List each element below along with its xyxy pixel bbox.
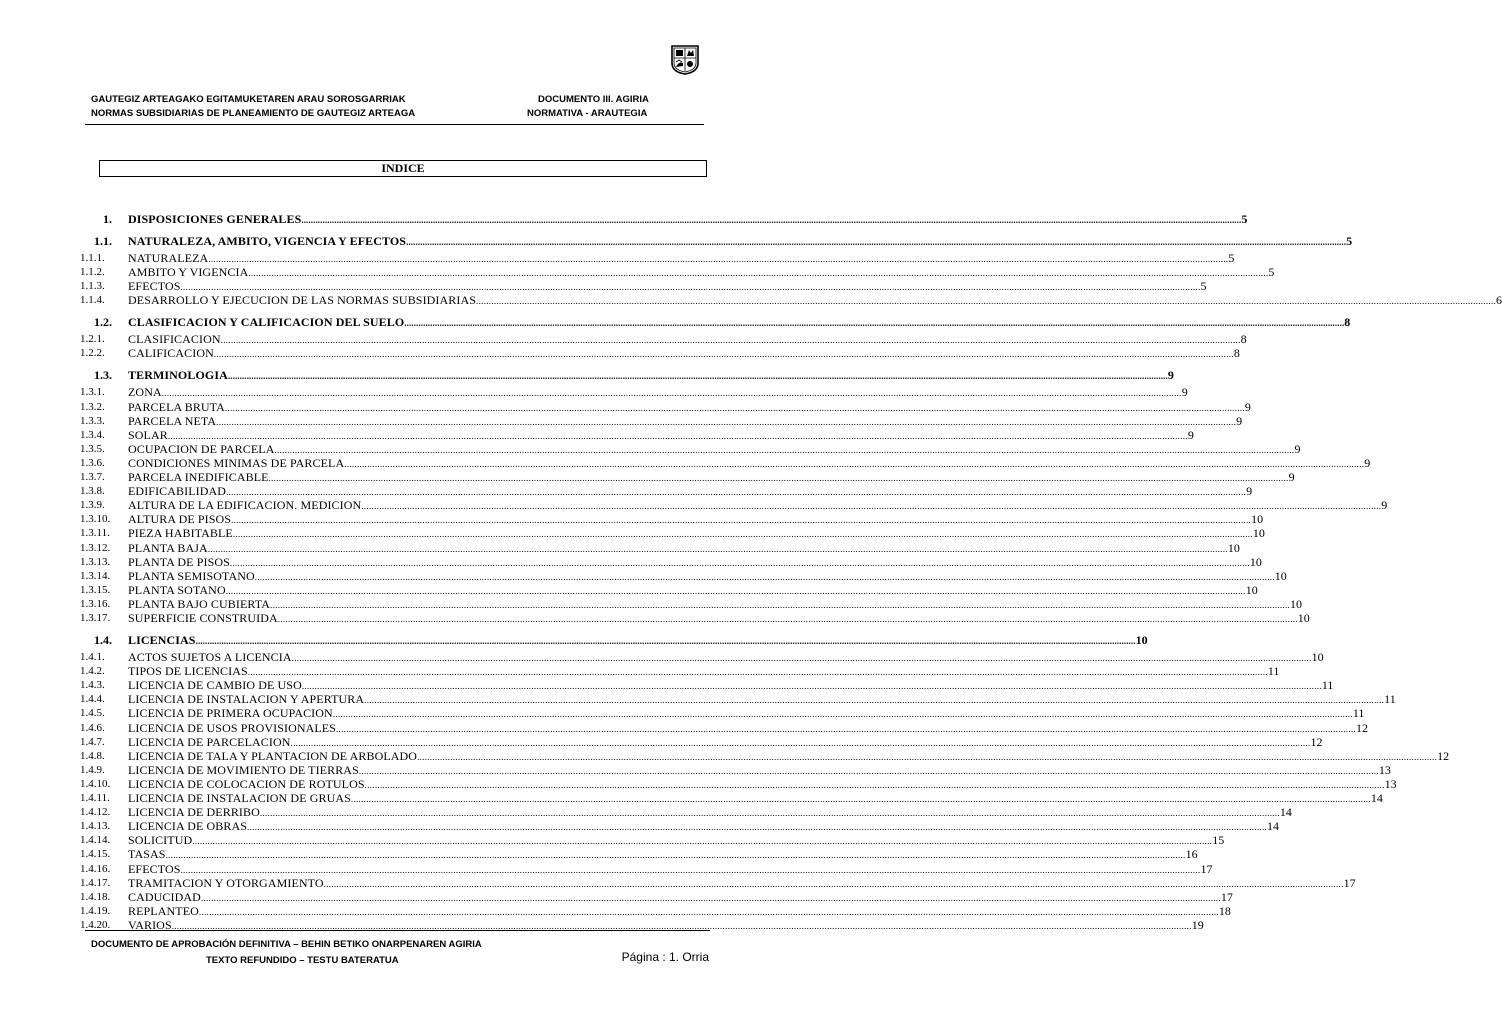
toc-dot-leader: ................................................................................................................................................................................................................................................................................................................................................................................................................: [224, 402, 1245, 413]
toc-dot-leader: ................................................................................................................................................................................................................................................................................................................................................................................................................: [404, 318, 1345, 329]
toc-entry-title: EDIFICABILIDAD: [128, 484, 227, 499]
toc-entry-leader-line: [128, 847, 1198, 862]
toc-entry-number: 1.3.16.: [80, 597, 111, 610]
toc-dot-leader: ................................................................................................................................................................................................................................................................................................................................................................................................................: [344, 458, 1365, 469]
toc-dot-leader: ................................................................................................................................................................................................................................................................................................................................................................................................................: [200, 892, 1221, 903]
toc-entry-title: LICENCIA DE DERRIBO: [128, 805, 260, 820]
toc-entry-page: 9: [1187, 427, 1194, 442]
toc-entry-page: 6: [1496, 293, 1502, 308]
toc-entry-row: [0, 776, 1397, 791]
header-title-basque: GAUTEGIZ ARTEAGAKO EGITAMUKETAREN ARAU SOROSGARRIAK: [91, 94, 406, 105]
toc-section-row: [0, 368, 1174, 383]
toc-entry-number: 1.4.13.: [80, 820, 111, 833]
toc-entry-number: 1.4.16.: [80, 862, 111, 875]
toc-entry-title: DESARROLLO Y EJECUCION DE LAS NORMAS SUBSIDIARIAS: [128, 293, 477, 308]
toc-dot-leader: ................................................................................................................................................................................................................................................................................................................................................................................................................: [332, 709, 1353, 720]
toc-entry-page: 9: [1381, 498, 1388, 513]
toc-entry-row: [0, 470, 1295, 484]
toc-entry-title: ALTURA DE PISOS: [128, 512, 232, 527]
toc-entry-number: 1.4.9.: [80, 763, 105, 776]
toc-entry-title: LICENCIA DE CAMBIO DE USO: [128, 678, 302, 693]
toc-entry-leader-line: [128, 346, 1240, 361]
toc-entry-title: LICENCIAS: [128, 633, 196, 647]
toc-entry-row: [0, 762, 1391, 777]
toc-entry-number: 1.4.17.: [80, 876, 111, 889]
toc-entry-row: [0, 596, 1303, 611]
toc-entry-number: 1.4.14.: [80, 834, 111, 847]
toc-entry-number: 1.3.7.: [80, 471, 105, 483]
toc-entry-row: [0, 498, 1388, 513]
toc-entry-number: 1.1.4.: [80, 294, 105, 307]
toc-entry-number: 1.4.3.: [80, 679, 105, 692]
toc-entry-leader-line: [128, 470, 1295, 485]
toc-entry-title: SUPERFICIE CONSTRUIDA: [128, 611, 278, 625]
toc-dot-leader: ................................................................................................................................................................................................................................................................................................................................................................................................................: [213, 349, 1234, 360]
toc-dot-leader: ................................................................................................................................................................................................................................................................................................................................................................................................................: [301, 215, 1242, 225]
toc-entry-title: DISPOSICIONES GENERALES: [128, 212, 302, 226]
toc-entry-title: PLANTA SEMISOTANO: [128, 568, 255, 583]
toc-entry-leader-line: [128, 413, 1243, 429]
toc-dot-leader: ................................................................................................................................................................................................................................................................................................................................................................................................................: [232, 529, 1253, 540]
toc-dot-leader: ................................................................................................................................................................................................................................................................................................................................................................................................................: [161, 388, 1182, 399]
toc-entry-title: PARCELA BRUTA: [128, 399, 225, 414]
toc-dot-leader: ................................................................................................................................................................................................................................................................................................................................................................................................................: [225, 585, 1246, 596]
toc-dot-leader: ................................................................................................................................................................................................................................................................................................................................................................................................................: [358, 765, 1379, 776]
toc-entry-page: 10: [1245, 582, 1258, 597]
toc-entry-page: 10: [1297, 611, 1310, 625]
toc-entry-page: 10: [1274, 568, 1287, 583]
toc-entry-page: 9: [1181, 385, 1188, 400]
toc-dot-leader: ................................................................................................................................................................................................................................................................................................................................................................................................................: [216, 416, 1237, 427]
toc-entry-leader-line: [128, 706, 1365, 721]
toc-dot-leader: ................................................................................................................................................................................................................................................................................................................................................................................................................: [171, 920, 1192, 931]
toc-entry-number: 1.4.7.: [80, 735, 105, 748]
toc-dot-leader: ................................................................................................................................................................................................................................................................................................................................................................................................................: [208, 254, 1229, 264]
toc-entry-page: 11: [1321, 678, 1334, 693]
toc-entry-leader-line: [128, 611, 1310, 626]
toc-dot-leader: ................................................................................................................................................................................................................................................................................................................................................................................................................: [247, 822, 1268, 833]
toc-entry-title: PLANTA SOTANO: [128, 582, 226, 597]
toc-dot-leader: ................................................................................................................................................................................................................................................................................................................................................................................................................: [291, 653, 1312, 663]
toc-entry-leader-line: [128, 484, 1253, 499]
toc-entry-row: [0, 265, 1275, 280]
toc-entry-title: LICENCIA DE INSTALACION DE GRUAS: [128, 791, 351, 805]
toc-entry-number: 1.4.18.: [80, 890, 111, 903]
toc-entry-title: CLASIFICACION Y CALIFICACION DEL SUELO: [128, 315, 405, 330]
toc-dot-leader: ................................................................................................................................................................................................................................................................................................................................................................................................................: [364, 779, 1385, 790]
toc-entry-number: 1.4.5.: [80, 707, 105, 720]
page-number: Página : 1. Orria: [621, 950, 709, 964]
toc-entry-number: 1.3.17.: [80, 612, 111, 624]
toc-entry-number: 1.1.3.: [80, 280, 105, 293]
toc-entry-leader-line: [128, 819, 1280, 834]
toc-entry-number: 1.1.: [94, 234, 112, 248]
toc-entry-number: 1.2.1.: [80, 333, 105, 346]
toc-entry-leader-line: [128, 265, 1275, 280]
toc-entry-page: 11: [1352, 706, 1365, 721]
toc-entry-row: [0, 568, 1287, 583]
toc-entry-row: [0, 791, 1383, 805]
toc-entry-row: [0, 346, 1240, 361]
toc-entry-leader-line: [128, 678, 1334, 693]
toc-entry-number: 1.3.15.: [80, 583, 111, 596]
toc-entry-row: [0, 582, 1258, 597]
toc-entry-title: PIEZA HABITABLE: [128, 526, 233, 541]
toc-entry-number: 1.1.1.: [80, 252, 105, 264]
toc-entry-page: 10: [1252, 526, 1265, 541]
toc-dot-leader: ................................................................................................................................................................................................................................................................................................................................................................................................................: [270, 599, 1291, 610]
toc-entry-page: 5: [1268, 265, 1275, 280]
toc-dot-leader: ................................................................................................................................................................................................................................................................................................................................................................................................................: [229, 557, 1250, 568]
toc-entry-number: 1.3.2.: [80, 400, 105, 413]
footer-approval-line: DOCUMENTO DE APROBACIÓN DEFINITIVA – BEHIN BETIKO ONARPENAREN AGIRIA: [91, 939, 482, 950]
toc-entry-page: 16: [1185, 847, 1198, 862]
toc-entry-page: 10: [1311, 650, 1324, 664]
toc-entry-page: 5: [1346, 234, 1353, 248]
toc-entry-page: 17: [1220, 889, 1233, 904]
toc-entry-number: 1.4.8.: [80, 749, 105, 762]
toc-entry-row: [0, 385, 1188, 400]
toc-entry-leader-line: [128, 427, 1194, 443]
toc-entry-leader-line: [128, 633, 1148, 648]
header-document-label: DOCUMENTO III. AGIRIA: [538, 94, 649, 105]
toc-entry-row: [0, 540, 1240, 555]
toc-entry-row: [0, 861, 1213, 876]
toc-entry-title: SOLAR: [128, 427, 168, 442]
toc-entry-title: NATURALEZA: [128, 251, 209, 265]
toc-entry-title: EFECTOS: [128, 279, 181, 294]
toc-entry-number: 1.1.2.: [80, 266, 105, 279]
toc-entry-page: 8: [1240, 332, 1247, 347]
toc-entry-number: 1.2.2.: [80, 347, 105, 360]
toc-entry-page: 14: [1279, 805, 1292, 820]
toc-entry-title: LICENCIA DE PRIMERA OCUPACION: [128, 706, 333, 721]
index-heading: INDICE: [99, 160, 707, 177]
toc-entry-number: 1.3.8.: [80, 485, 105, 498]
toc-entry-row: [0, 833, 1225, 848]
toc-entry-leader-line: [128, 875, 1356, 891]
toc-entry-page: 9: [1364, 455, 1371, 470]
toc-entry-leader-line: [128, 889, 1233, 905]
toc-entry-title: REPLANTEO: [128, 903, 199, 918]
toc-entry-page: 9: [1167, 368, 1174, 383]
toc-section-row: [0, 633, 1148, 647]
toc-entry-row: [0, 847, 1198, 862]
toc-dot-leader: ................................................................................................................................................................................................................................................................................................................................................................................................................: [301, 681, 1322, 692]
toc-entry-leader-line: [128, 720, 1369, 736]
toc-entry-page: 10: [1135, 633, 1148, 647]
header-section-label: NORMATIVA - ARAUTEGIA: [527, 108, 648, 119]
toc-entry-leader-line: [128, 455, 1371, 471]
toc-entry-page: 9: [1294, 441, 1301, 456]
toc-entry-page: 19: [1191, 917, 1204, 932]
toc-entry-number: 1.3.12.: [80, 541, 111, 554]
toc-entry-number: 1.3.1.: [80, 386, 105, 399]
toc-dot-leader: ................................................................................................................................................................................................................................................................................................................................................................................................................: [417, 751, 1438, 762]
toc-dot-leader: ................................................................................................................................................................................................................................................................................................................................................................................................................: [207, 543, 1228, 554]
toc-dot-leader: ................................................................................................................................................................................................................................................................................................................................................................................................................: [167, 430, 1188, 441]
toc-entry-page: 15: [1212, 833, 1225, 848]
toc-entry-leader-line: [128, 776, 1397, 792]
toc-entry-title: LICENCIA DE USOS PROVISIONALES: [128, 720, 337, 735]
toc-entry-title: PLANTA BAJA: [128, 540, 208, 555]
toc-entry-page: 9: [1288, 470, 1295, 484]
toc-entry-number: 1.3.4.: [80, 428, 105, 441]
toc-entry-leader-line: [128, 512, 1264, 527]
toc-entry-page: 10: [1227, 540, 1240, 555]
toc-entry-leader-line: [128, 399, 1251, 415]
toc-entry-number: 1.3.14.: [80, 569, 111, 582]
toc-entry-number: 1.4.6.: [80, 721, 105, 734]
toc-entry-leader-line: [128, 212, 1248, 227]
toc-section-row: [0, 315, 1351, 330]
toc-entry-leader-line: [128, 692, 1396, 707]
toc-entry-leader-line: [128, 650, 1324, 665]
toc-entry-title: VARIOS: [128, 917, 172, 932]
toc-entry-number: 1.4.19.: [80, 904, 111, 917]
toc-entry-title: AMBITO Y VIGENCIA: [128, 265, 249, 280]
toc-dot-leader: ................................................................................................................................................................................................................................................................................................................................................................................................................: [247, 667, 1268, 678]
toc-entry-number: 1.4.20.: [80, 918, 111, 931]
toc-entry-row: [0, 441, 1301, 456]
toc-entry-title: TRAMITACION Y OTORGAMIENTO: [128, 875, 324, 890]
toc-entry-number: 1.4.10.: [80, 777, 111, 790]
toc-entry-number: 1.3.6.: [80, 456, 105, 469]
toc-entry-number: 1.3.3.: [80, 414, 105, 427]
toc-entry-leader-line: [128, 582, 1258, 598]
toc-dot-leader: ................................................................................................................................................................................................................................................................................................................................................................................................................: [180, 864, 1201, 875]
toc-dot-leader: ................................................................................................................................................................................................................................................................................................................................................................................................................: [364, 695, 1385, 706]
toc-entry-page: 17: [1343, 875, 1356, 890]
toc-entry-page: 5: [1200, 279, 1207, 294]
toc-entry-number: 1.4.12.: [80, 806, 111, 819]
toc-entry-leader-line: [128, 385, 1188, 400]
toc-entry-number: 1.4.2.: [80, 665, 105, 678]
toc-entry-page: 8: [1233, 346, 1240, 361]
toc-entry-number: 1.4.4.: [80, 693, 105, 706]
toc-dot-leader: ................................................................................................................................................................................................................................................................................................................................................................................................................: [274, 444, 1295, 455]
header-title-spanish: NORMAS SUBSIDIARIAS DE PLANEAMIENTO DE GAUTEGIZ ARTEAGA: [91, 108, 416, 119]
toc-entry-leader-line: [128, 861, 1213, 877]
toc-dot-leader: ................................................................................................................................................................................................................................................................................................................................................................................................................: [192, 836, 1213, 847]
toc-dot-leader: ................................................................................................................................................................................................................................................................................................................................................................................................................: [290, 737, 1311, 748]
toc-entry-title: LICENCIA DE TALA Y PLANTACION DE ARBOLADO: [128, 748, 418, 763]
toc-entry-leader-line: [128, 540, 1240, 556]
toc-entry-number: 1.2.: [94, 315, 112, 330]
toc-entry-leader-line: [128, 315, 1351, 330]
toc-entry-title: PLANTA BAJO CUBIERTA: [128, 596, 271, 611]
toc-entry-leader-line: [128, 234, 1353, 249]
toc-entry-number: 1.3.10.: [80, 513, 111, 526]
toc-entry-row: [0, 650, 1324, 664]
toc-dot-leader: ................................................................................................................................................................................................................................................................................................................................................................................................................: [227, 371, 1168, 382]
toc-entry-leader-line: [128, 368, 1174, 383]
toc-entry-row: [0, 427, 1194, 442]
toc-entry-page: 11: [1267, 664, 1280, 679]
toc-entry-number: 1.3.13.: [80, 555, 111, 568]
toc-entry-row: [0, 611, 1310, 625]
toc-entry-number: 1.3.: [94, 368, 112, 383]
toc-entry-page: 14: [1267, 819, 1280, 834]
toc-entry-row: [0, 664, 1280, 679]
toc-entry-row: [0, 734, 1323, 749]
toc-entry-leader-line: [128, 293, 1502, 308]
toc-entry-title: OCUPACION DE PARCELA: [128, 441, 275, 456]
toc-entry-title: SOLICITUD: [128, 833, 193, 848]
toc-entry-page: 18: [1218, 903, 1231, 918]
header-divider: [85, 124, 704, 125]
toc-entry-leader-line: [128, 805, 1292, 820]
toc-entry-row: [0, 720, 1369, 735]
toc-entry-leader-line: [128, 734, 1323, 750]
toc-entry-title: PLANTA DE PISOS: [128, 554, 230, 569]
toc-dot-leader: ................................................................................................................................................................................................................................................................................................................................................................................................................: [165, 850, 1186, 861]
toc-entry-row: [0, 455, 1371, 470]
toc-entry-number: 1.4.1.: [80, 651, 105, 663]
toc-entry-title: NATURALEZA, AMBITO, VIGENCIA Y EFECTOS: [128, 234, 407, 248]
toc-entry-page: 5: [1228, 251, 1235, 265]
toc-dot-leader: ................................................................................................................................................................................................................................................................................................................................................................................................................: [406, 237, 1347, 247]
toc-entry-page: 11: [1384, 692, 1396, 707]
toc-entry-page: 13: [1384, 776, 1397, 791]
toc-entry-title: ALTURA DE LA EDIFICACION. MEDICION: [128, 498, 362, 513]
toc-entry-row: [0, 332, 1247, 347]
toc-entry-leader-line: [128, 568, 1287, 584]
toc-entry-title: PARCELA INEDIFICABLE: [128, 470, 269, 484]
toc-dot-leader: ................................................................................................................................................................................................................................................................................................................................................................................................................: [277, 614, 1298, 624]
toc-entry-leader-line: [128, 498, 1388, 513]
toc-entry-page: 10: [1251, 512, 1264, 527]
toc-entry-leader-line: [128, 526, 1265, 541]
toc-entry-page: 12: [1356, 720, 1369, 735]
toc-entry-leader-line: [128, 791, 1383, 806]
toc-entry-page: 12: [1437, 748, 1450, 763]
toc-entry-row: [0, 554, 1262, 569]
toc-entry-page: 10: [1249, 554, 1262, 569]
toc-entry-number: 1.4.11.: [80, 792, 110, 804]
toc-entry-page: 12: [1310, 734, 1323, 749]
toc-entry-row: [0, 889, 1233, 904]
toc-entry-number: 1.3.9.: [80, 499, 105, 512]
toc-entry-title: TASAS: [128, 847, 166, 862]
toc-entry-title: PARCELA NETA: [128, 413, 217, 428]
toc-entry-row: [0, 805, 1292, 820]
toc-entry-title: EFECTOS: [128, 861, 181, 876]
toc-entry-leader-line: [128, 441, 1301, 457]
toc-dot-leader: ................................................................................................................................................................................................................................................................................................................................................................................................................: [361, 501, 1382, 512]
toc-entry-title: CADUCIDAD: [128, 889, 201, 904]
toc-dot-leader: ................................................................................................................................................................................................................................................................................................................................................................................................................: [476, 296, 1497, 307]
toc-entry-page: 9: [1236, 413, 1243, 428]
toc-dot-leader: ................................................................................................................................................................................................................................................................................................................................................................................................................: [231, 515, 1252, 526]
toc-entry-leader-line: [128, 332, 1247, 347]
municipal-coat-of-arms-icon: [671, 45, 699, 75]
toc-dot-leader: ................................................................................................................................................................................................................................................................................................................................................................................................................: [220, 335, 1241, 346]
toc-entry-number: 1.: [103, 212, 112, 226]
toc-entry-page: 5: [1241, 212, 1248, 226]
toc-entry-page: 14: [1370, 791, 1383, 805]
toc-entry-leader-line: [128, 664, 1280, 679]
toc-entry-row: [0, 279, 1207, 294]
footer-divider: [85, 930, 710, 931]
toc-entry-row: [0, 706, 1365, 721]
toc-entry-title: LICENCIA DE INSTALACION Y APERTURA: [128, 692, 365, 707]
toc-section-row: [0, 234, 1353, 248]
toc-entry-row: [0, 251, 1235, 265]
toc-entry-page: 9: [1246, 484, 1253, 499]
toc-entry-row: [0, 512, 1264, 527]
toc-entry-title: ACTOS SUJETOS A LICENCIA: [128, 650, 292, 664]
toc-entry-page: 8: [1344, 315, 1351, 330]
toc-dot-leader: ................................................................................................................................................................................................................................................................................................................................................................................................................: [259, 808, 1280, 819]
footer-consolidated-text-line: TEXTO REFUNDIDO – TESTU BATERATUA: [206, 955, 399, 966]
toc-entry-row: [0, 484, 1253, 499]
toc-entry-page: 13: [1378, 762, 1391, 777]
toc-entry-title: LICENCIA DE MOVIMIENTO DE TIERRAS: [128, 762, 359, 777]
toc-entry-page: 9: [1244, 399, 1251, 414]
toc-entry-leader-line: [128, 748, 1450, 764]
toc-entry-row: [0, 526, 1265, 541]
toc-entry-leader-line: [128, 903, 1231, 919]
toc-entry-row: [0, 819, 1280, 834]
toc-dot-leader: ................................................................................................................................................................................................................................................................................................................................................................................................................: [254, 571, 1275, 582]
toc-dot-leader: ................................................................................................................................................................................................................................................................................................................................................................................................................: [180, 282, 1201, 293]
toc-entry-number: 1.3.11.: [80, 527, 110, 540]
toc-entry-number: 1.3.5.: [80, 442, 105, 455]
toc-entry-number: 1.4.15.: [80, 848, 111, 861]
toc-entry-leader-line: [128, 596, 1303, 612]
toc-entry-title: LICENCIA DE COLOCACION DE ROTULOS: [128, 776, 365, 791]
toc-entry-title: TIPOS DE LICENCIAS: [128, 664, 248, 679]
toc-entry-title: TERMINOLOGIA: [128, 368, 228, 383]
toc-entry-row: [0, 678, 1334, 693]
toc-entry-leader-line: [128, 554, 1262, 570]
toc-dot-leader: ................................................................................................................................................................................................................................................................................................................................................................................................................: [248, 268, 1269, 279]
toc-entry-leader-line: [128, 833, 1225, 848]
toc-section-row: [0, 212, 1248, 226]
toc-entry-leader-line: [128, 762, 1391, 778]
toc-entry-row: [0, 413, 1243, 428]
toc-dot-leader: ................................................................................................................................................................................................................................................................................................................................................................................................................: [268, 473, 1289, 483]
toc-entry-leader-line: [128, 251, 1235, 266]
toc-entry-page: 10: [1290, 596, 1303, 611]
toc-entry-row: [0, 748, 1450, 763]
toc-entry-title: CALIFICACION: [128, 346, 214, 361]
toc-entry-row: [0, 692, 1396, 707]
toc-entry-leader-line: [128, 279, 1207, 294]
toc-entry-row: [0, 875, 1356, 890]
toc-entry-page: 17: [1200, 861, 1213, 876]
toc-entry-title: LICENCIA DE OBRAS: [128, 819, 248, 834]
toc-dot-leader: ................................................................................................................................................................................................................................................................................................................................................................................................................: [198, 906, 1219, 917]
toc-dot-leader: ................................................................................................................................................................................................................................................................................................................................................................................................................: [195, 636, 1136, 646]
toc-entry-title: ZONA: [128, 385, 162, 400]
toc-dot-leader: ................................................................................................................................................................................................................................................................................................................................................................................................................: [323, 878, 1344, 889]
toc-entry-title: CONDICIONES MINIMAS DE PARCELA: [128, 455, 345, 470]
toc-entry-row: [0, 903, 1231, 918]
toc-entry-title: LICENCIA DE PARCELACION: [128, 734, 291, 749]
toc-entry-row: [0, 293, 1502, 308]
toc-dot-leader: ................................................................................................................................................................................................................................................................................................................................................................................................................: [350, 794, 1371, 804]
toc-entry-row: [0, 399, 1251, 414]
toc-entry-title: CLASIFICACION: [128, 332, 221, 347]
toc-dot-leader: ................................................................................................................................................................................................................................................................................................................................................................................................................: [226, 487, 1247, 498]
toc-entry-number: 1.4.: [94, 633, 112, 647]
toc-dot-leader: ................................................................................................................................................................................................................................................................................................................................................................................................................: [336, 723, 1357, 734]
